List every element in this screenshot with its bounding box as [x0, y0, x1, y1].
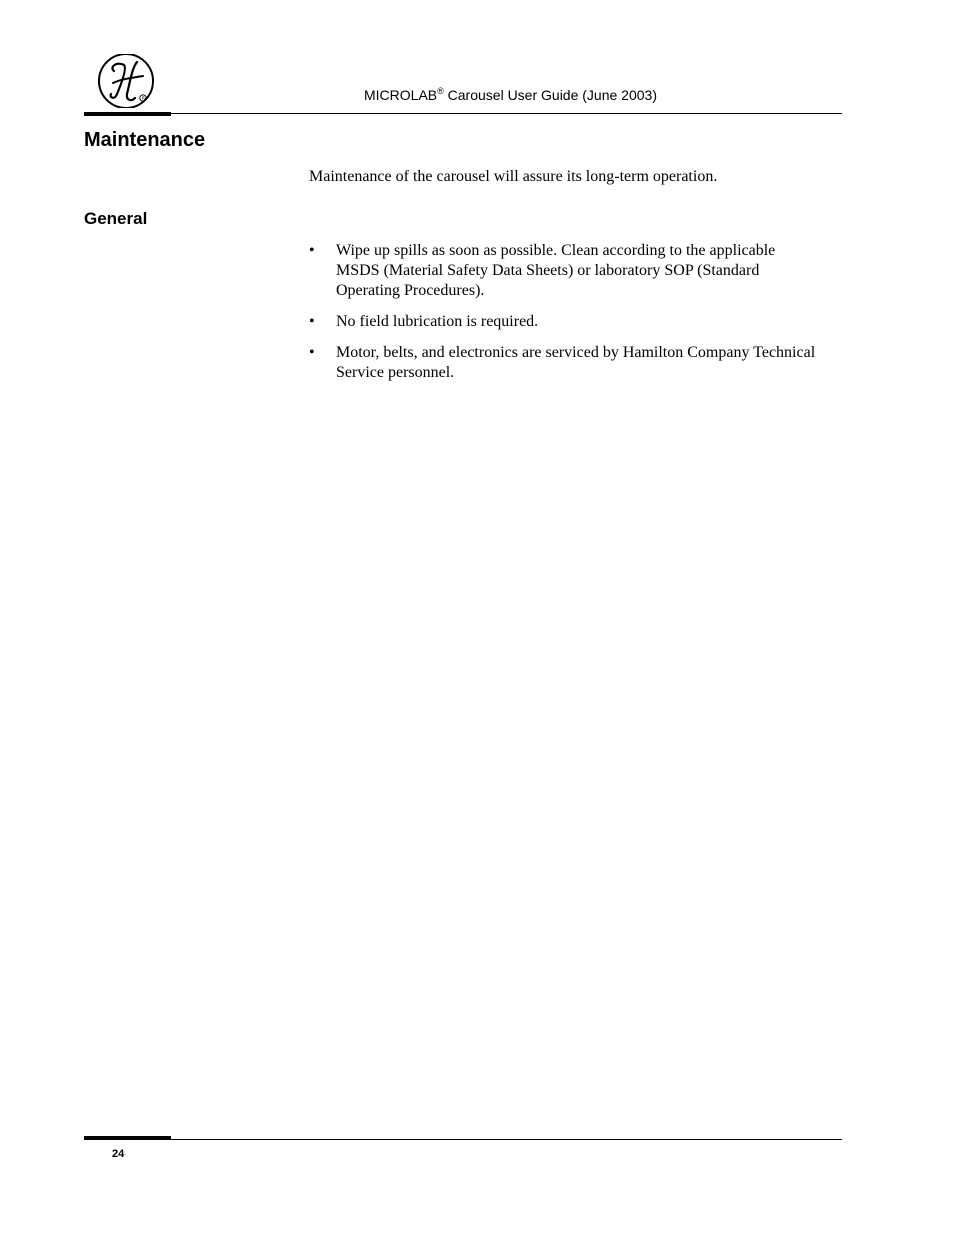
bullet-icon: •	[309, 344, 315, 361]
subsection-heading: General	[84, 209, 148, 228]
list-item-text: Wipe up spills as soon as possible. Clean according to the applicable MSDS (Material Safety Data Sheets) or laboratory SOP (Standard Operating Procedures).	[336, 242, 776, 299]
bullet-icon: •	[309, 313, 315, 330]
header-rule	[84, 113, 842, 114]
list-item	[309, 312, 819, 332]
list-item	[309, 241, 819, 301]
list-item-text: No field lubrication is required.	[336, 313, 539, 330]
page-number: 24	[112, 1148, 125, 1160]
registered-mark: ®	[437, 86, 444, 96]
guide-title: Carousel User Guide (June 2003)	[443, 87, 657, 103]
section-intro: Maintenance of the carousel will assure its long-term operation.	[309, 168, 718, 185]
bullet-icon: •	[309, 242, 315, 259]
svg-text:R: R	[141, 95, 145, 101]
section-heading: Maintenance	[84, 129, 206, 151]
list-item-text: Motor, belts, and electronics are serviced by Hamilton Company Technical Service personnel.	[336, 344, 816, 381]
list-item	[309, 343, 819, 383]
product-name: MICROLAB	[364, 87, 438, 103]
hamilton-logo-icon	[97, 54, 155, 108]
running-header	[364, 86, 657, 104]
footer-rule	[84, 1139, 842, 1140]
maintenance-list	[309, 241, 819, 394]
